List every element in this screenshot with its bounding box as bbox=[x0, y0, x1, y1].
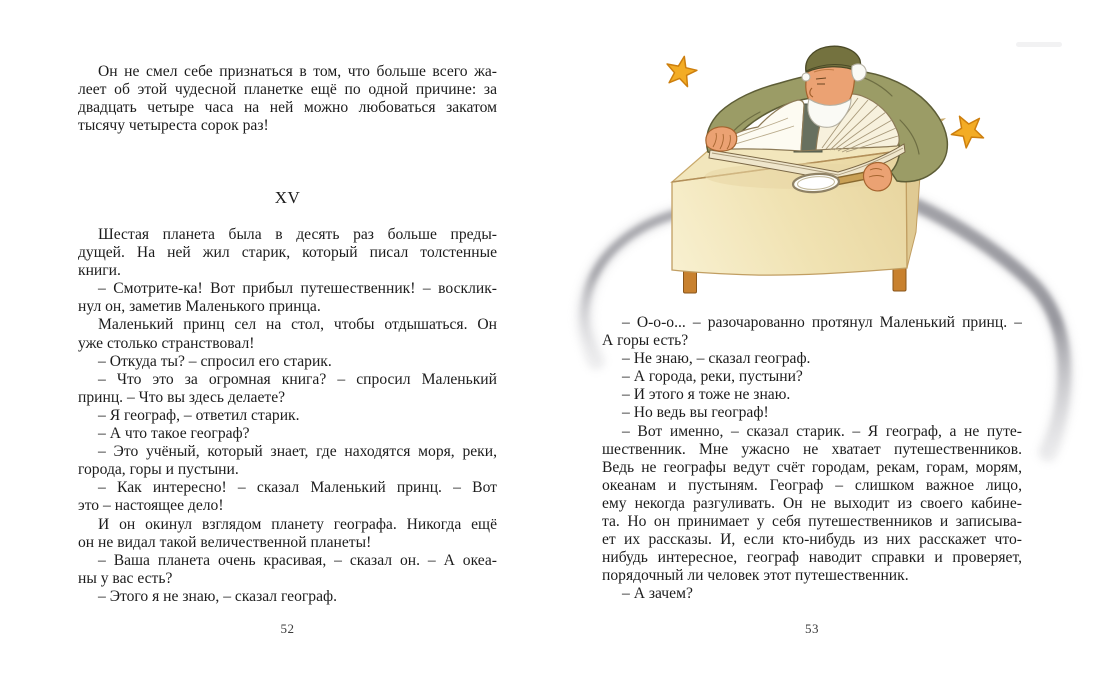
desk-shadow-under-book bbox=[705, 163, 895, 189]
text-line: – А что такое географ? bbox=[98, 425, 250, 443]
star-icon bbox=[667, 56, 697, 86]
text-line: уже столько странствовал! bbox=[78, 334, 255, 352]
text-line: – Не знаю, – сказал географ. bbox=[622, 350, 811, 368]
text-line: Он не смел себе признаться в том, что больше всего жа- bbox=[98, 63, 497, 80]
left-page-text-block bbox=[78, 226, 497, 606]
book-bottom-pages bbox=[709, 144, 905, 181]
jacket-fold-left bbox=[722, 112, 760, 146]
text-line: нибудь интересное, географ наводит справки и проверяет, bbox=[602, 549, 1022, 567]
text-line: двадцать четыре часа на ней можно любоваться закатом bbox=[78, 99, 497, 117]
book-right-leaf-fan-lines bbox=[822, 98, 898, 152]
magnifier-handle-outline bbox=[838, 174, 874, 181]
desk-side-face bbox=[906, 150, 921, 268]
left-hand bbox=[706, 127, 737, 151]
left-hand-shape bbox=[706, 127, 737, 151]
text-line: ет их рассказы. И, если кто-нибудь из них расскажет что- bbox=[602, 531, 1022, 549]
geographer-vest bbox=[794, 104, 822, 152]
text-line: тысячу четыреста сорок раз! bbox=[78, 117, 269, 135]
left-page-intro-paragraph bbox=[78, 63, 497, 135]
text-line: – Что это за огромная книга? – спросил Маленький bbox=[98, 370, 497, 388]
text-line: океанам и пустыням. Географ – слишком важное лицо, bbox=[602, 476, 1022, 494]
desk-top-surface bbox=[672, 119, 944, 182]
left-hand-fingers bbox=[713, 133, 730, 149]
geographer-jacket bbox=[707, 71, 948, 182]
geographer-head bbox=[802, 46, 866, 127]
right-hand-knuckles bbox=[869, 169, 884, 178]
text-line: Ведь не географы ведут счёт городам, рекам, горам, морям, bbox=[602, 458, 1022, 476]
text-line: принц. – Что вы здесь делаете? bbox=[78, 388, 286, 406]
text-line: он не видал такой величественной планеты! bbox=[78, 533, 372, 551]
text-line: – Смотрите-ка! Вот прибыл путешественник! – восклик- bbox=[98, 280, 497, 298]
scan-artifact-streak bbox=[1016, 42, 1062, 47]
geographer-cap bbox=[806, 46, 861, 72]
jacket-fold-right bbox=[900, 120, 919, 154]
nose bbox=[810, 88, 813, 97]
text-line: это – настоящее дело! bbox=[78, 497, 224, 515]
desk-front-face bbox=[672, 150, 907, 275]
text-line: та. Но он принимает у себя путешественников и записыва- bbox=[602, 513, 1022, 531]
book-page-edge-lines bbox=[712, 148, 903, 175]
text-line: дущей. На ней жил старик, который писал толстенные bbox=[78, 244, 497, 262]
text-line: А горы есть? bbox=[602, 332, 689, 350]
page-number-right: 53 bbox=[805, 621, 819, 636]
text-line: – Этого я не знаю, – сказал географ. bbox=[98, 587, 338, 605]
desk bbox=[672, 119, 944, 293]
magnifier-lens bbox=[792, 172, 839, 193]
eye-and-brow bbox=[816, 78, 826, 84]
open-book bbox=[709, 94, 905, 181]
hair-tuft-right bbox=[852, 64, 866, 81]
magnifier-handle bbox=[838, 174, 874, 181]
text-line: книги. bbox=[78, 262, 121, 280]
right-page-text-block bbox=[602, 314, 1022, 604]
book-right-leaf bbox=[816, 94, 899, 150]
book-left-leaf-lines bbox=[716, 118, 794, 148]
text-line: Маленький принц сел на стол, чтобы отдышаться. Он bbox=[98, 316, 497, 334]
text-line: – Это учёный, который знает, где находятся моря, реки, bbox=[98, 443, 497, 461]
text-line: – Ваша планета очень красивая, – сказал он. – А океа- bbox=[98, 551, 497, 569]
page-number-left: 52 bbox=[280, 621, 295, 636]
cap-band bbox=[806, 64, 859, 71]
text-line: – Но ведь вы географ! bbox=[622, 404, 769, 422]
chapter-heading: XV bbox=[274, 188, 301, 207]
text-line: шественник. Мне ужасно не хватает путешественников. bbox=[602, 440, 1022, 458]
geographer-figure bbox=[707, 71, 948, 182]
text-line: ны у вас есть? bbox=[78, 569, 173, 587]
desk-front-top-edge bbox=[672, 150, 906, 182]
text-line: – Я географ, – ответил старик. bbox=[98, 406, 300, 424]
text-line: – О-о-о... – разочарованно протянул Маленький принц. – bbox=[622, 314, 1022, 331]
text-line: – И этого я тоже не знаю. bbox=[622, 386, 791, 404]
star-icon bbox=[951, 116, 983, 148]
text-line: порядочный ли человек этот путешественник. bbox=[602, 567, 909, 585]
text-line: – Откуда ты? – спросил его старик. bbox=[98, 352, 332, 370]
hair-tuft-left bbox=[802, 73, 810, 81]
text-line: ему некогда разгуливать. Он не выходит из своего кабине- bbox=[602, 494, 1022, 512]
text-line: города, горы и пустыни. bbox=[78, 461, 239, 479]
right-hand bbox=[863, 162, 891, 190]
forehead-wrinkle bbox=[814, 70, 834, 72]
magnifying-glass bbox=[792, 172, 874, 193]
text-line: И он окинул взглядом планету географа. Никогда ещё bbox=[98, 515, 497, 533]
book-left-leaf bbox=[712, 100, 804, 151]
right-hand-shape bbox=[863, 162, 891, 190]
text-line: Шестая планета была в десять раз больше преды- bbox=[98, 226, 497, 243]
geographer-beard bbox=[808, 99, 851, 127]
text-line: нул он, заметив Маленького принца. bbox=[78, 298, 321, 316]
text-line: леет об этой чудесной планетке ещё по одной причине: за bbox=[78, 81, 497, 99]
text-line: – Как интересно! – сказал Маленький принц. – Вот bbox=[98, 479, 497, 497]
desk-leg-left bbox=[684, 269, 697, 293]
desk-leg-right bbox=[893, 267, 906, 291]
jacket-collar bbox=[852, 74, 892, 96]
geographer-face bbox=[806, 66, 855, 113]
text-line: – А города, реки, пустыни? bbox=[622, 368, 803, 386]
book-spine bbox=[801, 106, 816, 151]
text-line: – А зачем? bbox=[622, 585, 693, 603]
text-line: – Вот именно, – сказал старик. – Я географ, а не путе- bbox=[622, 422, 1022, 440]
magnifier-lens-inner bbox=[797, 175, 835, 190]
